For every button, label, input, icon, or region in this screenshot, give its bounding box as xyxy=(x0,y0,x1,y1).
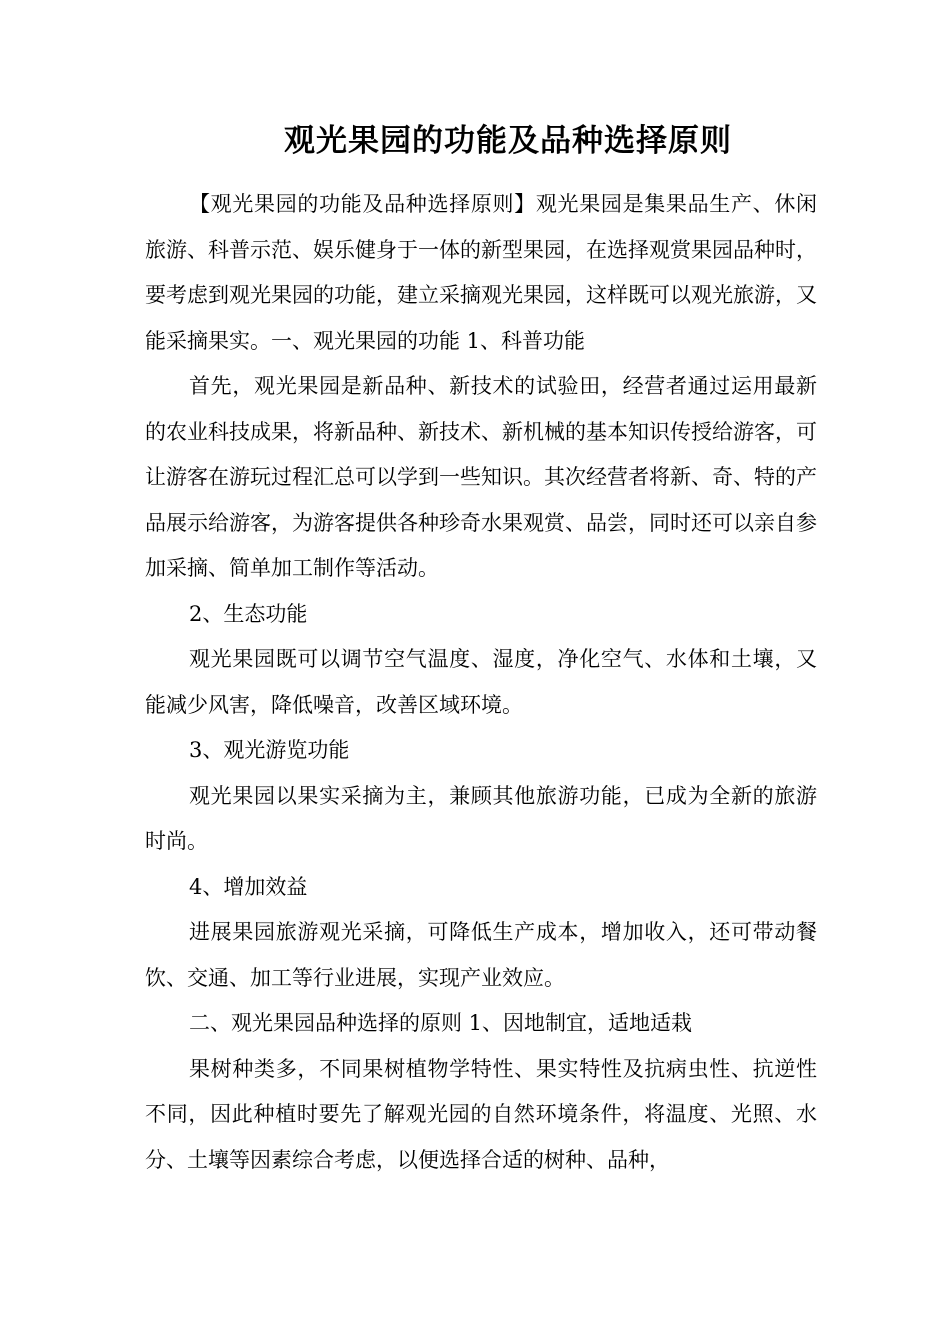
paragraph-science-function: 首先，观光果园是新品种、新技术的试验田，经营者通过运用最新的农业科技成果，将新品种、新技术、新机械的基本知识传授给游客，可让游客在游玩过程汇总可以学到一些知识。其次经营者将新、奇、特的产品展示给游客，为游客提供各种珍奇水果观赏、品尝，同时还可以亲自参加采摘、简单加工制作等活动。 xyxy=(145,374,817,580)
heading-increase-benefit: 4、增加效益 xyxy=(189,874,308,899)
document-title: 观光果园的功能及品种选择原则 xyxy=(284,123,732,159)
document-body xyxy=(145,182,817,1183)
paragraph-selection-principles: 果树种类多，不同果树植物学特性、果实特性及抗病虫性、抗逆性不同，因此种植时要先了解观光园的自然环境条件，将温度、光照、水分、土壤等因素综合考虑，以便选择合适的树种、品种， xyxy=(145,1056,817,1172)
paragraph-sightseeing-function: 观光果园以果实采摘为主，兼顾其他旅游功能，已成为全新的旅游时尚。 xyxy=(145,783,817,853)
heading-ecological-function: 2、生态功能 xyxy=(189,601,308,626)
paragraph-ecological-function: 观光果园既可以调节空气温度、湿度，净化空气、水体和土壤，又能减少风害，降低噪音，改善区域环境。 xyxy=(145,647,817,717)
heading-selection-principles: 二、观光果园品种选择的原则 1、因地制宜，适地适栽 xyxy=(189,1011,693,1035)
heading-sightseeing-function: 3、观光游览功能 xyxy=(189,738,350,762)
paragraph-intro: 【观光果园的功能及品种选择原则】观光果园是集果品生产、休闲旅游、科普示范、娱乐健身于一体的新型果园，在选择观赏果园品种时，要考虑到观光果园的功能，建立采摘观光果园，这样既可以观光旅游，又能采摘果实。一、观光果园的功能 1、科普功能 xyxy=(145,192,817,353)
paragraph-increase-benefit: 进展果园旅游观光采摘，可降低生产成本，增加收入，还可带动餐饮、交通、加工等行业进展，实现产业效应。 xyxy=(145,920,817,990)
